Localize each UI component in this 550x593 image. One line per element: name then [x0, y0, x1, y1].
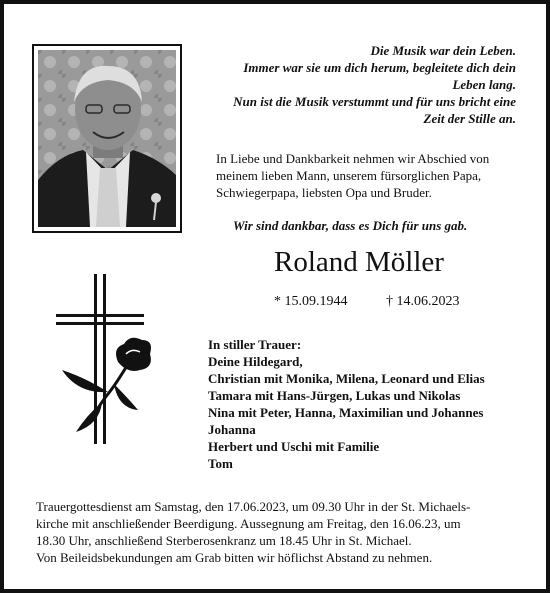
service-line: 18.30 Uhr, anschließend Sterberosenkranz um 18.45 Uhr in St. Michael. [36, 533, 412, 548]
portrait-photo-image [38, 50, 176, 227]
poem [196, 42, 516, 127]
mourner-line: Herbert und Uschi mit Familie [208, 439, 380, 454]
farewell-line: Schwiegerpapa, liebsten Opa und Bruder. [216, 185, 432, 200]
poem-line: Nun ist die Musik verstummt und für uns bricht eine [233, 94, 516, 109]
birth-date: * 15.09.1944 [274, 294, 348, 309]
gratitude-motto: Wir sind dankbar, dass es Dich für uns gab. [233, 218, 468, 233]
cross-with-rose-icon [56, 274, 156, 444]
mourner-line: Nina mit Peter, Hanna, Maximilian und Johannes [208, 405, 484, 420]
deceased-name: Roland Möller [274, 246, 444, 278]
poem-line: Zeit der Stille an. [423, 111, 516, 126]
funeral-service-info [36, 498, 536, 566]
mourner-line: Tom [208, 456, 233, 471]
farewell-text [216, 150, 536, 201]
farewell-line: meinem lieben Mann, unserem fürsorglichen Papa, [216, 168, 482, 183]
mourner-line: Johanna [208, 422, 256, 437]
farewell-line: In Liebe und Dankbarkeit nehmen wir Abschied von [216, 151, 490, 166]
portrait-photo [32, 44, 182, 233]
mourners-heading: In stiller Trauer: [208, 337, 302, 352]
service-line: Trauergottesdienst am Samstag, den 17.06.2023, um 09.30 Uhr in der St. Michaels- [36, 499, 471, 514]
mourner-line: Deine Hildegard, [208, 354, 303, 369]
mourner-line: Christian mit Monika, Milena, Leonard und Elias [208, 371, 485, 386]
poem-line: Immer war sie um dich herum, begleitete dich dein [243, 60, 516, 75]
poem-line: Leben lang. [452, 77, 516, 92]
mourner-line: Tamara mit Hans-Jürgen, Lukas und Nikolas [208, 388, 461, 403]
service-line: kirche mit anschließender Beerdigung. Aussegnung am Freitag, den 16.06.23, um [36, 516, 461, 531]
service-line: Von Beileidsbekundungen am Grab bitten wir höflichst Abstand zu nehmen. [36, 550, 433, 565]
death-date: † 14.06.2023 [386, 294, 460, 309]
mourners-list [208, 336, 485, 472]
poem-line: Die Musik war dein Leben. [370, 43, 516, 58]
